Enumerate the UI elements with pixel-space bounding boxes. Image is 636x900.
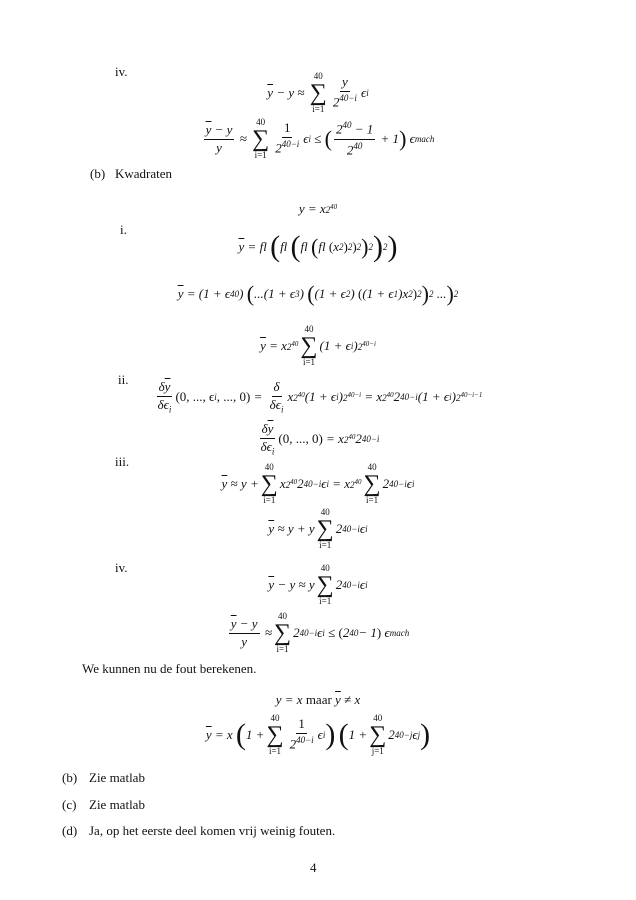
equation-iii-2: $\overline{y}$ ≈ y + y 40 ∑ i=1 2 40−i ϵ i	[268, 507, 368, 550]
item-b-label: (b)	[62, 770, 78, 785]
section-label-b: (b)	[90, 166, 106, 181]
item-c-label: (c)	[62, 797, 77, 812]
page-number: 4	[310, 860, 317, 875]
equation-iv-2: $\frac{\overline{y} - y}{y}$ ≈ 40 ∑ i=1 $\frac{1}{2^{40-i}}$ ϵ i ≤ ( $\frac{2^{40} - 1}{2^{40}}$ + 1 ) ϵ mach	[205, 117, 435, 160]
item-label-iv-top: iv.	[115, 64, 128, 79]
equation-iv-4: $\frac{\overline{y} - y}{y}$ ≈ 40 ∑ i=1 2 40−i ϵ i ≤ ( 2 40 − 1 ) ϵ mach	[230, 611, 410, 654]
equation-i-3: $\overline{y}$ = x $2^{40}$ 40 ∑ i=1 (1 + ϵ i ) $2^{40-i}$	[260, 324, 376, 367]
equation-iv-3: $\overline{y}$ − y ≈ y 40 ∑ i=1 2 40−i ϵ i	[268, 563, 368, 606]
equation-ii-1: $\frac{\delta\overline{y}}{\delta\epsilon_i}$ (0, ..., ϵ i , ..., 0) = $\frac{\delta}{\delta\epsilon_i}$ x $2^{40}$ (1 + ϵ i ) $2^{40-i}$ = x $2^{40}$ 2 40−i (1 + ϵ i ) $2^{40-i-1}$	[157, 379, 483, 415]
item-b-text: Zie matlab	[89, 770, 145, 785]
section-title-kwadraten: Kwadraten	[115, 166, 173, 181]
item-d-label: (d)	[62, 823, 78, 838]
equation-y-def: y = x $2^{40}$	[298, 201, 338, 216]
paragraph-we-kunnen: We kunnen nu de fout berekenen.	[82, 661, 257, 676]
item-label-ii: ii.	[118, 372, 129, 387]
item-label-i: i.	[120, 222, 127, 237]
item-label-iv: iv.	[115, 560, 128, 575]
item-c-text: Zie matlab	[89, 797, 145, 812]
equation-iii-1: $\overline{y}$ ≈ y + 40 ∑ i=1 x $2^{40}$ 2 40−i ϵ i = x $2^{40}$ 40 ∑ i=1 2 40−i ϵ i	[221, 462, 415, 505]
equation-ii-2: $\frac{\delta\overline{y}}{\delta\epsilon_i}$ (0, ..., 0) = x $2^{40}$ 2 40−i	[260, 421, 380, 457]
equation-iv-1: $\overline{y}$ − y ≈ 40 ∑ i=1 $\frac{y}{2^{40-i}}$ ϵ i	[267, 71, 369, 114]
equation-final: $\overline{y}$ = x ( 1 + 40 ∑ i=1 $\frac{1}{2^{40-i}}$ ϵ i ) ( 1 + 40 ∑ j=1 2 40−j ϵ j )	[205, 713, 431, 756]
item-label-iii: iii.	[115, 454, 130, 469]
equation-i-1: $\overline{y}$ = fl ( fl ( fl ( fl ( x 2 ) 2 ) 2 ) 2 ) 2 )	[238, 230, 398, 263]
equation-i-2: $\overline{y}$ = (1 + ϵ 40 ) ( ... (1 + ϵ 3 ) ( (1 + ϵ 2 ) ( (1 + ϵ 1 )x 2 ) 2 ) 2 ... ) 2	[177, 281, 459, 306]
equation-y-eq-x: y = x maar $\overline{y}$ ≠ x	[275, 692, 361, 707]
item-d-text: Ja, op het eerste deel komen vrij weinig fouten.	[89, 823, 336, 838]
